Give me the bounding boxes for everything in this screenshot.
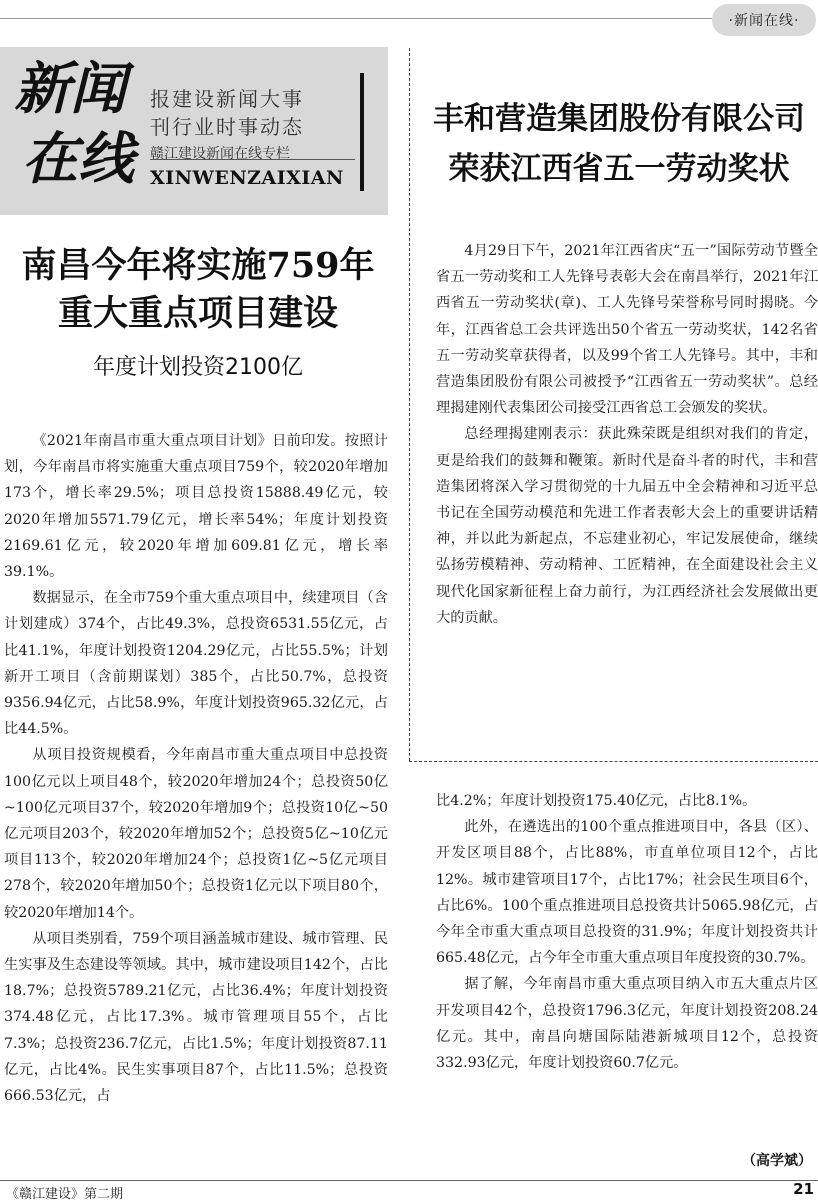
right-paragraph-2: 总经理揭建刚表示：获此殊荣既是组织对我们的肯定，更是给我们的鼓舞和鞭策。新时代是奋斗者的时代，丰和营造集团将深入学习贯彻党的十九届五中全会精神和习近平总书记在全国劳动模范和先进工作者表彰大会上的重要讲话精神，并以此为新起点，不忘建业初心，牢记发展使命，继续弘扬劳模精神、劳动精神、工匠精神，在全面建设社会主义现代化国家新征程上奋力前行，为江西经济社会发展做出更大的贡献。	[436, 426, 818, 626]
masthead-pinyin: XINWENZAIXIAN	[150, 167, 344, 189]
footer-rule	[0, 1180, 818, 1181]
footer-publication: 《赣江建设》第二期	[6, 1187, 124, 1202]
continuation-paragraph-3: 据了解，今年南昌市重大重点项目纳入市五大重点片区开发项目42个，总投资1796.3亿元，年度计划投资208.24亿元。其中，南昌向塘国际陆港新城项目12个，总投资332.93亿元，年度计划投资60.7亿元。	[436, 976, 818, 1072]
left-article-body	[4, 428, 388, 1109]
masthead-slogan-line1: 报建设新闻大事	[150, 87, 304, 111]
left-headline-line2: 重大重点项目建设	[57, 293, 338, 334]
right-headline-line1: 丰和营造集团股份有限公司	[433, 101, 805, 137]
left-paragraph-1: 《2021年南昌市重大重点项目计划》日前印发。按照计划，今年南昌市将实施重大重点项目759个，较2020年增加173个，增长率29.5%；项目总投资15888.49亿元，较2020年增加5571.79亿元，增长率54%；年度计划投资2169.61亿元，较2020年增加609.81亿元，增长率39.1%。	[4, 433, 388, 581]
page-number: 21	[793, 1180, 814, 1198]
right-article-body	[436, 238, 818, 631]
left-paragraph-3: 从项目投资规模看，今年南昌市重大重点项目中总投资100亿元以上项目48个，较2020年增加24个；总投资50亿~100亿元项目37个，较2020年增加9个；总投资10亿~50亿元项目203个，较2020年增加52个；总投资5亿~10亿元项目113个，较2020年增加24个；总投资1亿~5亿元项目278个，较2020年增加50个；总投资1亿元以下项目80个，较2020年增加14个。	[4, 747, 388, 921]
continuation-paragraph-1: 比4.2%；年度计划投资175.40亿元，占比8.1%。	[436, 793, 757, 809]
right-paragraph-1: 4月29日下午，2021年江西省庆“五一”国际劳动节暨全省五一劳动奖和工人先锋号表彰大会在南昌举行，2021年江西省五一劳动奖状(章)、工人先锋号荣誉称号同时揭晓。今年，江西省总工会共评选出50个省五一劳动奖状，142名省五一劳动奖章获得者，以及99个省工人先锋号。其中，丰和营造集团股份有限公司被授予“江西省五一劳动奖状”。总经理揭建刚代表集团公司接受江西省总工会颁发的奖状。	[436, 243, 818, 417]
continuation-paragraph-2: 此外，在遴选出的100个重点推进项目中，各县（区）、开发区项目88个，占比88%，市直单位项目12个，占比12%。城市建管项目17个，占比17%；社会民生项目6个，占比6%。100个重点推进项目总投资共计5065.98亿元，占今年全市重大重点项目总投资的31.9%；年度计划投资共计665.48亿元，占今年全市重大重点项目年度投资的30.7%。	[436, 819, 818, 967]
left-subheadline: 年度计划投资2100亿	[93, 355, 303, 380]
masthead-big-line1: 新闻	[14, 56, 126, 122]
box-dashed-border-bottom	[409, 761, 818, 762]
section-badge: ·新闻在线·	[712, 4, 816, 36]
box-dashed-border-left	[409, 48, 410, 761]
masthead-big-line2: 在线	[22, 126, 134, 192]
left-paragraph-2: 数据显示，在全市759个重大重点项目中，续建项目（含计划建成）374个，占比49.3%，总投资6531.55亿元，占比41.1%，年度计划投资1204.29亿元，占比55.5%；计划新开工项目（含前期谋划）385个，占比50.7%，总投资9356.94亿元，占比58.9%，年度计划投资965.32亿元，占比44.5%。	[4, 590, 388, 738]
column-masthead	[0, 47, 388, 215]
masthead-slogan-line2: 刊行业时事动态	[150, 115, 304, 139]
header-rule	[0, 18, 712, 19]
left-headline-line1: 南昌今年将实施759年	[21, 245, 375, 286]
masthead-bar	[360, 73, 364, 191]
masthead-column-name: 赣江建设新闻在线专栏	[150, 146, 290, 162]
right-headline-line2: 荣获江西省五一劳动奖状	[448, 151, 790, 187]
author-credit: （高学斌）	[742, 1153, 812, 1169]
left-paragraph-4: 从项目类别看，759个项目涵盖城市建设、城市管理、民生实事及生态建设等领域。其中，城市建设项目142个，占比18.7%；总投资5789.21亿元，占比36.4%；年度计划投资374.48亿元，占比17.3%。城市管理项目55个，占比7.3%；总投资236.7亿元，占比1.5%；年度计划投资87.11亿元，占比4%。民生实事项目87个，占比11.5%；总投资666.53亿元，占	[4, 930, 388, 1105]
left-article-continuation	[436, 788, 818, 1076]
